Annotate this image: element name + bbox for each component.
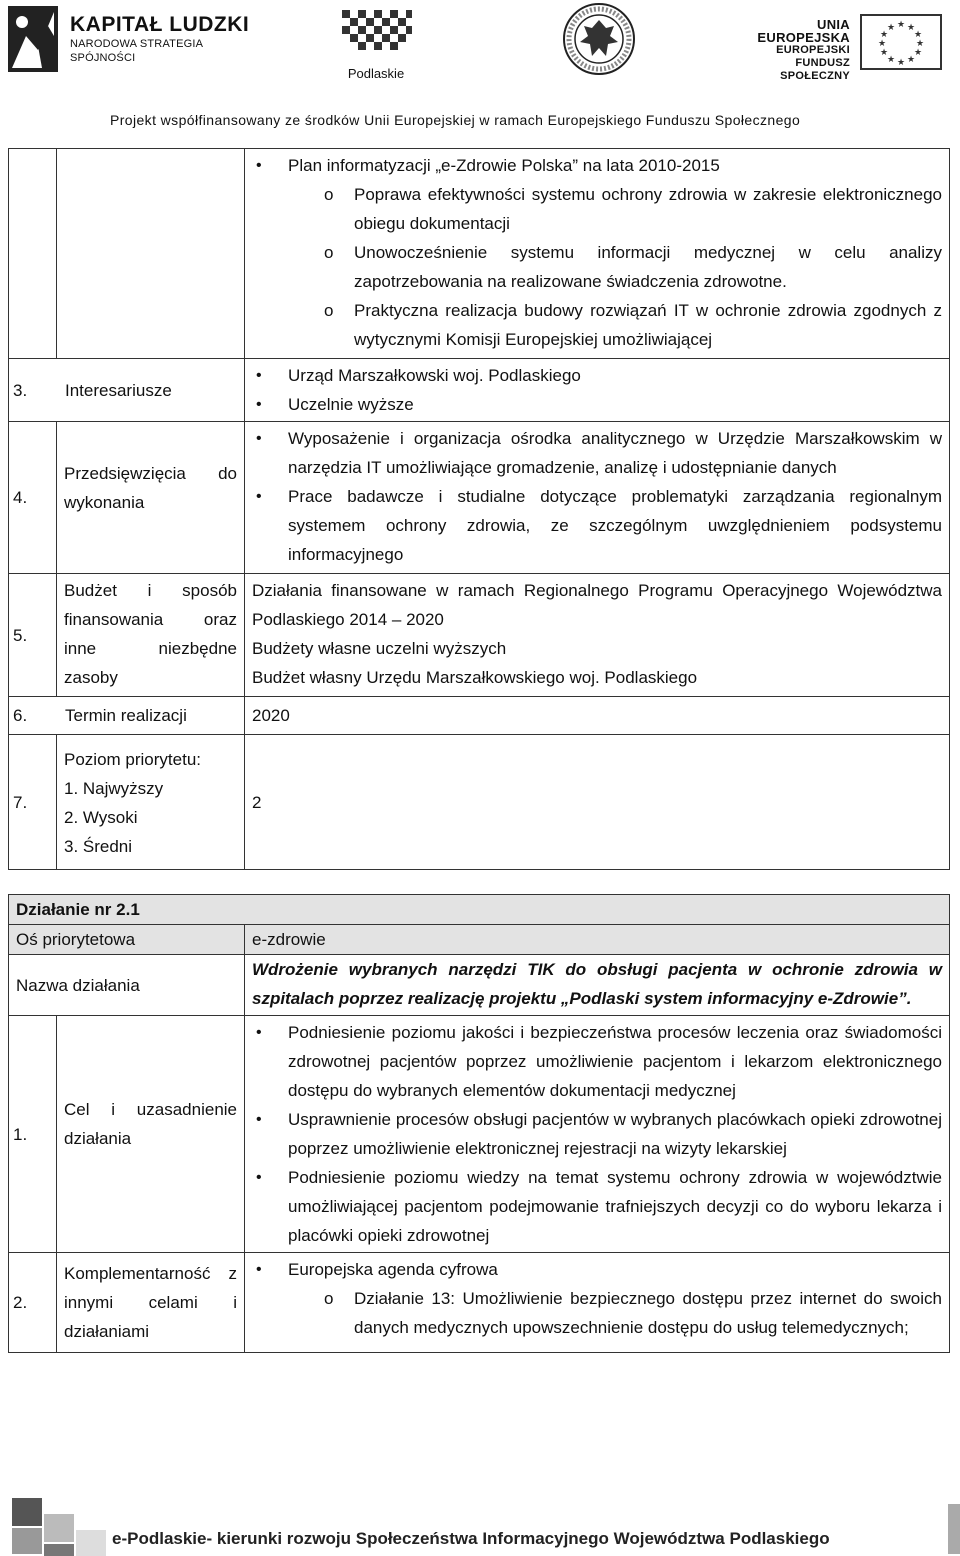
university-seal-icon [562,2,636,76]
svg-text:★: ★ [915,39,925,49]
podlaskie-mark-icon [322,4,430,56]
footer-mosaic-icon [10,1496,110,1556]
axis-label: Oś priorytetowa [9,925,245,955]
row-label: Komplementarność z innymi celami i działaniami [64,1264,237,1341]
row-label: Poziom priorytetu: [64,750,201,769]
list-item: • Wyposażenie i organizacja ośrodka analitycznego w Urzędzie Marszałkowskim w narzędzia IT umożliwiające gromadzenie, analizę i udostępnianie danych [252,424,942,482]
list-item: • Europejska agenda cyfrowa o Działanie 13: Umożliwienie bezpiecznego dostępu przez internet do swoich danych medycznych upowszechnienie dostępu do usług telemedycznych; [252,1255,942,1342]
row-label: Budżet i sposób finansowania oraz inne niezbędne zasoby [64,581,237,687]
list-item: • Prace badawcze i studialne dotyczące problematyki zarządzania regionalnym systemem ochrony zdrowia, ze szczególnym uwzględnieniem podsystemu informacyjnego [252,482,942,569]
row-number: 2. [9,1253,57,1353]
page-footer [0,1496,960,1556]
svg-text:★: ★ [879,30,889,40]
row-label: Interesariusze [65,380,172,400]
list-item: • Podniesienie poziomu wiedzy na temat systemu ochrony zdrowia w województwie umożliwiającej pacjentom podejmowanie trafniejszych decyzji co do wyboru lekarza i placówki opieki zdrowotnej [252,1163,942,1250]
kapital-ludzki-mark-icon [8,6,58,72]
ue-line1: UNIA EUROPEJSKA [757,17,850,45]
svg-text:★: ★ [886,23,896,33]
table-row [9,422,950,574]
svg-text:★: ★ [913,30,923,40]
table-row [9,1253,950,1353]
svg-text:★: ★ [896,20,906,30]
svg-text:★: ★ [896,58,906,68]
svg-text:★: ★ [886,55,896,65]
eu-logo [738,14,942,82]
row-label: Cel i uzasadnienie działania [64,1100,237,1148]
table-row [9,574,950,697]
kapital-subtitle: NARODOWA STRATEGIA SPÓJNOŚCI [70,38,203,64]
row-number: 5. [9,574,57,697]
deadline-value: 2020 [245,697,950,735]
svg-text:★: ★ [906,55,916,65]
table-row [9,359,950,422]
axis-value: e-zdrowie [245,925,950,955]
action-title: Działanie nr 2.1 [9,895,950,925]
table-row [9,1016,950,1253]
list-item: o Unowocześnienie systemu informacji medycznej w celu analizy zapotrzebowania na realizowane świadczenia zdrowotne. [322,238,942,296]
budget-line: Budżety własne uczelni wyższych [252,639,507,658]
list-item: • Urząd Marszałkowski woj. Podlaskiego [252,361,942,390]
svg-text:★: ★ [906,23,916,33]
row-number: 3. [13,380,28,400]
svg-text:★: ★ [877,39,887,49]
ue-line2: EUROPEJSKI [776,44,850,56]
table-row [9,697,950,735]
action-2-1-table [8,894,950,1353]
list-item: • Plan informatyzacji „e-Zdrowie Polska” na lata 2010-2015 o Poprawa efektywności systemu ochrony zdrowia w zakresie elektronicznego obiegu dokumentacji o Unowocześnienie systemu informacji medycznej w celu analizy zapotrzebowania na realizowane świadczenia zdrowotne. o Praktyczna realizacja budowy rozwiązań IT w ochronie zdrowia zgodnych z wytycznymi Komisji Europejskiej umożliwiającej [252,151,942,354]
footer-text: e-Podlaskie- kierunki rozwoju Społeczeństwa Informacyjnego Województwa Podlaskiego [112,1529,830,1548]
eu-flag-icon [860,14,942,70]
svg-text:★: ★ [879,48,889,58]
action-name-label: Nazwa działania [9,955,245,1016]
priority-value: 2 [245,735,950,870]
list-item: • Podniesienie poziomu jakości i bezpieczeństwa procesów leczenia oraz świadomości zdrowotnej pacjentów poprzez umożliwienie pacjentom i lekarzom elektronicznego dostępu do wybranych elementów dokumentacji medycznej [252,1018,942,1105]
action-name-value: Wdrożenie wybranych narzędzi TIK do obsługi pacjenta w ochronie zdrowia w szpitalach poprzez realizację projektu „Podlaski system informacyjny e-Zdrowie”. [245,955,950,1016]
row-label: Przedsięwzięcia do wykonania [64,463,237,512]
podlaskie-logo [322,4,430,81]
table-row [9,149,950,359]
list-item: • Uczelnie wyższe [252,390,942,419]
kapital-ludzki-logo [8,4,258,74]
row-number: 6. [13,706,28,725]
budget-line: Budżet własny Urzędu Marszałkowskiego woj. Podlaskiego [252,668,698,687]
list-item: • Usprawnienie procesów obsługi pacjentów w wybranych placówkach opieki zdrowotnej poprzez umożliwienie elektronicznej rejestracji na wizyty lekarskiej [252,1105,942,1163]
priority-option: 1. Najwyższy [64,779,164,798]
ue-line3: FUNDUSZ SPOŁECZNY [780,57,850,82]
podlaskie-label: Podlaskie [347,66,405,81]
project-cofinancing-line: Projekt współfinansowany ze środków Unii Europejskiej w ramach Europejskiego Funduszu Społecznego [110,112,801,128]
table-row [9,925,950,955]
list-item: o Działanie 13: Umożliwienie bezpiecznego dostępu przez internet do swoich danych medycznych upowszechnienie dostępu do usług telemedycznych; [322,1284,942,1342]
table-row [9,955,950,1016]
list-item: o Praktyczna realizacja budowy rozwiązań IT w ochronie zdrowia zgodnych z wytycznymi Komisji Europejskiej umożliwiającej [322,296,942,354]
kapital-title: KAPITAŁ LUDZKI [70,13,250,36]
row-number: 1. [9,1016,57,1253]
table-row [9,735,950,870]
budget-line: Działania finansowane w ramach Regionalnego Programu Operacyjnego Województwa Podlaskiego 2014 – 2020 [252,581,942,629]
page-header [0,0,960,140]
priority-option: 3. Średni [64,837,133,856]
row-label: Termin realizacji [65,706,187,725]
list-item: o Poprawa efektywności systemu ochrony zdrowia w zakresie elektronicznego obiegu dokumentacji [322,180,942,238]
priority-option: 2. Wysoki [64,808,138,827]
row-number: 7. [9,735,57,870]
row-number: 4. [9,422,57,574]
strategy-table-continued [8,148,950,870]
svg-text:★: ★ [913,48,923,58]
table-row [9,895,950,925]
footer-corner-icon [948,1504,960,1554]
